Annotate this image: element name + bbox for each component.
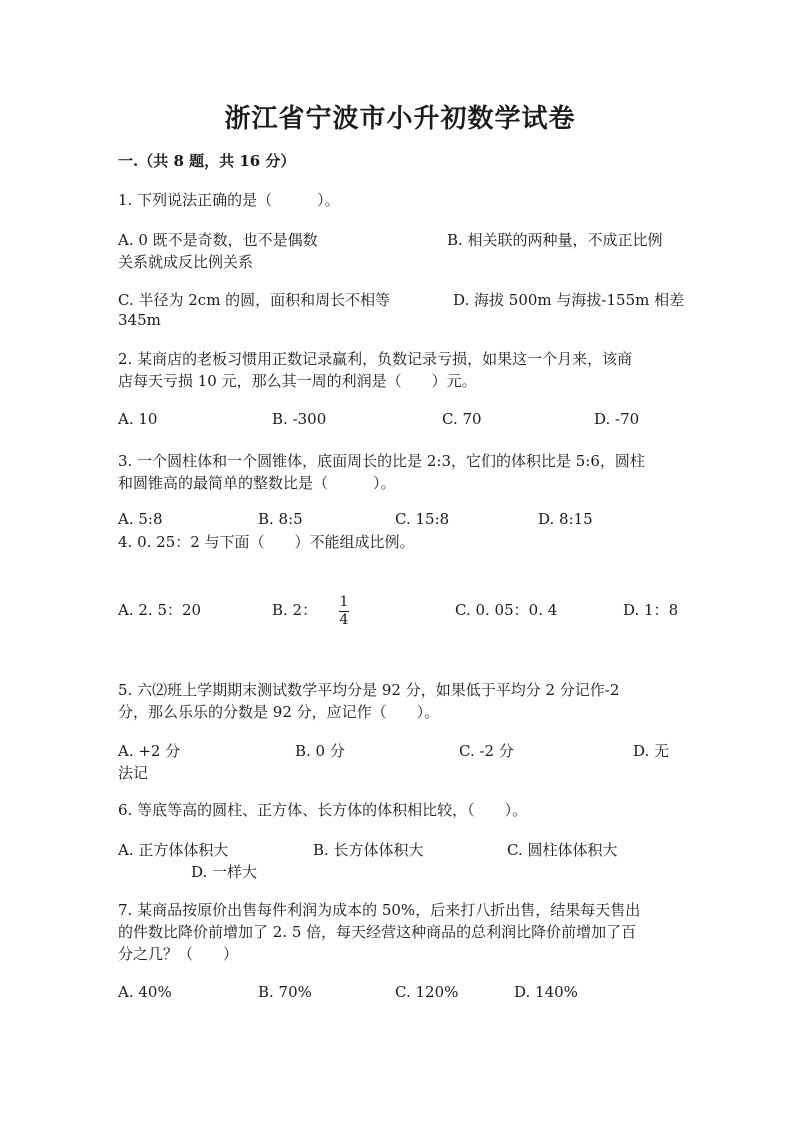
q5-option-d-cont: 法记 — [118, 764, 149, 782]
q6-option-b: B. 长方体体积大 — [313, 841, 424, 859]
question-6-stem: 6. 等底等高的圆柱、正方体、长方体的体积相比较，（ ）。 — [118, 801, 528, 819]
question-7-line-1: 7. 某商品按原价出售每件利润为成本的 50%，后来打八折出售，结果每天售出 — [118, 901, 641, 919]
q5-option-c: C. -2 分 — [459, 742, 514, 760]
q5-option-b: B. 0 分 — [295, 742, 345, 760]
q2-option-d: D. -70 — [594, 410, 640, 428]
q2-option-a: A. 10 — [118, 410, 158, 428]
question-1-stem: 1. 下列说法正确的是（ ）。 — [118, 191, 340, 209]
question-2-line-2: 店每天亏损 10 元，那么其一周的利润是（ ）元。 — [118, 372, 477, 390]
q1-option-a: A. 0 既不是奇数，也不是偶数 — [118, 231, 318, 249]
question-3-line-1: 3. 一个圆柱体和一个圆锥体，底面周长的比是 2:3，它们的体积比是 5:6，圆柱 — [118, 452, 645, 470]
question-5-line-2: 分，那么乐乐的分数是 92 分，应记作（ ）。 — [118, 703, 440, 721]
q1-option-c: C. 半径为 2cm 的圆，面积和周长不相等 — [118, 291, 391, 309]
question-2-line-1: 2. 某商店的老板习惯用正数记录赢利，负数记录亏损，如果这一个月来，该商 — [118, 350, 633, 368]
q3-option-c: C. 15:8 — [395, 510, 450, 528]
question-5-line-1: 5. 六⑵班上学期期末测试数学平均分是 92 分，如果低于平均分 2 分记作-2 — [118, 681, 620, 699]
question-7-line-2: 的件数比降价前增加了 2. 5 倍，每天经营这种商品的总利润比降价前增加了百 — [118, 923, 637, 941]
q2-option-b: B. -300 — [272, 410, 327, 428]
q4-option-c: C. 0. 05：0. 4 — [455, 601, 558, 619]
q7-option-c: C. 120% — [395, 983, 459, 1001]
q1-option-b: B. 相关联的两种量，不成正比例 — [447, 231, 663, 249]
q2-option-c: C. 70 — [442, 410, 482, 428]
q4-option-a: A. 2. 5：20 — [118, 601, 202, 619]
fraction-denominator: 4 — [339, 612, 349, 628]
q3-option-a: A. 5:8 — [118, 510, 163, 528]
q5-option-d: D. 无 — [633, 742, 670, 760]
fraction-numerator: 1 — [339, 594, 349, 610]
q1-option-d-cont: 345m — [118, 311, 161, 329]
q4-option-b: B. 2： — [272, 601, 318, 619]
q6-option-a: A. 正方体体积大 — [118, 841, 229, 859]
q3-option-d: D. 8:15 — [538, 510, 593, 528]
q6-option-d: D. 一样大 — [191, 863, 258, 881]
question-3-line-2: 和圆锥高的最简单的整数比是（ ）。 — [118, 474, 396, 492]
q5-option-a: A. +2 分 — [118, 742, 181, 760]
q4-option-b-fraction — [339, 595, 349, 628]
q7-option-b: B. 70% — [258, 983, 312, 1001]
q3-option-b: B. 8:5 — [258, 510, 303, 528]
q6-option-c: C. 圆柱体体积大 — [507, 841, 618, 859]
q7-option-d: D. 140% — [514, 983, 578, 1001]
q1-option-d: D. 海拔 500m 与海拔-155m 相差 — [453, 291, 685, 309]
page-title: 浙江省宁波市小升初数学试卷 — [224, 104, 576, 134]
q4-option-d: D. 1：8 — [623, 601, 679, 619]
question-4-stem: 4. 0. 25：2 与下面（ ）不能组成比例。 — [118, 533, 415, 551]
q1-option-b-cont: 关系就成反比例关系 — [118, 253, 254, 271]
section-heading: 一.（共 8 题，共 16 分） — [118, 152, 296, 170]
q7-option-a: A. 40% — [118, 983, 172, 1001]
question-7-line-3: 分之几？（ ） — [118, 945, 239, 963]
